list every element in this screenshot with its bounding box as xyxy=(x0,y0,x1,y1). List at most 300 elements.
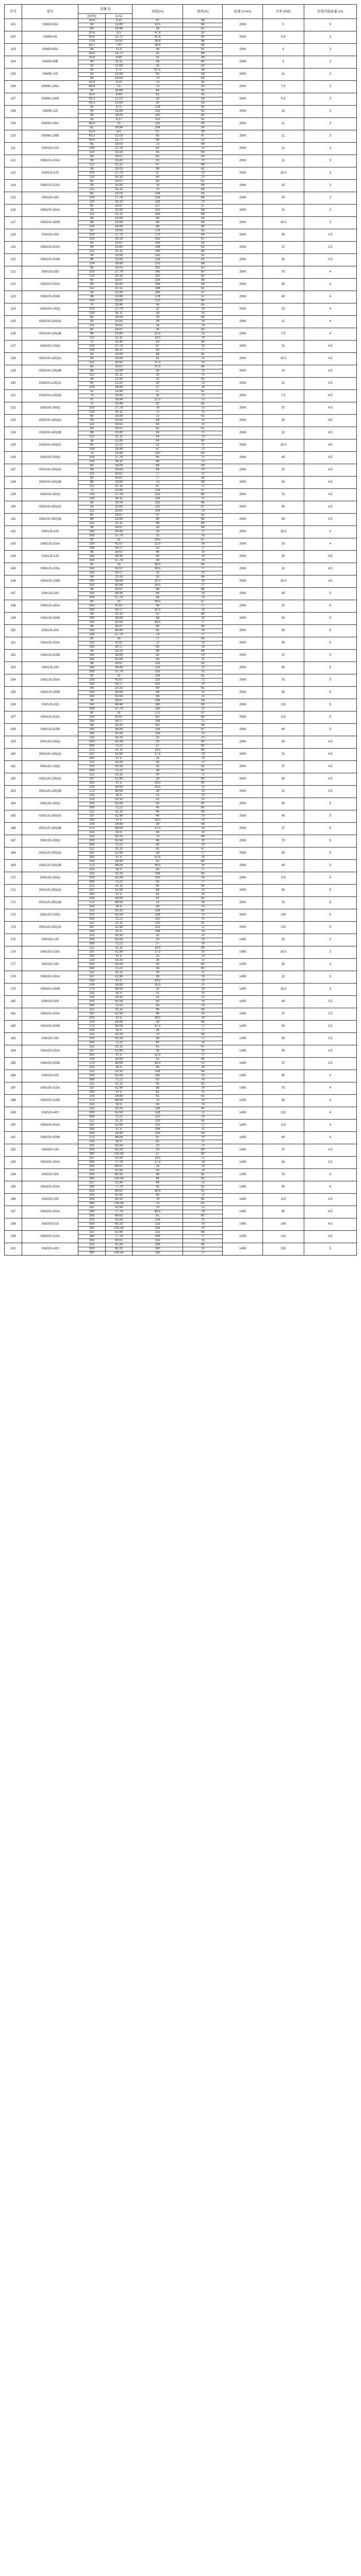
cell-seq: 108 xyxy=(5,106,22,118)
table-row xyxy=(5,19,357,23)
cell-flow-m3h: 30.6 xyxy=(78,31,105,36)
cell-power: 7.5 xyxy=(262,328,304,341)
table-row xyxy=(5,1132,357,1136)
cell-power: 37 xyxy=(262,761,304,773)
cell-flow-m3h: 93 xyxy=(78,357,105,361)
cell-flow-ls: 31.11 xyxy=(105,188,132,192)
cell-flow-m3h: 121 xyxy=(78,423,105,427)
cell-seq: 148 xyxy=(5,600,22,613)
cell-flow-m3h: 187 xyxy=(78,975,105,979)
cell-head: 47 xyxy=(133,345,183,349)
cell-flow-ls: 98.61 xyxy=(105,1165,132,1169)
cell-flow-ls: 27.78 xyxy=(105,270,132,275)
cell-flow-ls: 12.03 xyxy=(105,134,132,139)
cell-eff: 62 xyxy=(183,275,223,279)
cell-eff: 79 xyxy=(183,815,223,819)
cell-flow-ls: 33.33 xyxy=(105,798,132,802)
cell-flow-m3h: 60 xyxy=(78,477,105,481)
cell-npsh: 3 xyxy=(304,93,357,106)
cell-head: 196 xyxy=(133,699,183,703)
cell-flow-m3h: 173 xyxy=(78,988,105,992)
cell-eff: 80 xyxy=(183,963,223,967)
table-row xyxy=(5,514,357,518)
cell-head: 20 xyxy=(133,1148,183,1153)
cell-flow-m3h: 65 xyxy=(78,229,105,233)
table-row xyxy=(5,180,357,184)
cell-head: 33 xyxy=(133,571,183,575)
cell-flow-ls: 20.83 xyxy=(105,394,132,398)
cell-head: 46 xyxy=(133,1008,183,1012)
cell-flow-m3h: 80 xyxy=(78,444,105,448)
cell-model: ISW125-160 xyxy=(22,588,78,600)
cell-flow-m3h: 93 xyxy=(78,159,105,163)
cell-flow-m3h: 140 xyxy=(78,617,105,621)
cell-flow-ls: 8.44 xyxy=(105,93,132,97)
cell-power: 45 xyxy=(262,452,304,464)
cell-flow-ls: 31.11 xyxy=(105,435,132,439)
cell-head: 94 xyxy=(133,691,183,695)
cell-head: 52 xyxy=(133,798,183,802)
cell-model: ISW200-150A xyxy=(22,1157,78,1169)
cell-flow-ls: 33.33 xyxy=(105,909,132,913)
cell-eff: 80 xyxy=(183,802,223,806)
cell-model: ISW150-400B xyxy=(22,1132,78,1144)
cell-head: 36.5 xyxy=(133,567,183,571)
table-row xyxy=(5,353,357,357)
cell-power: 55 xyxy=(262,279,304,291)
cell-flow-m3h: 225 xyxy=(78,868,105,872)
cell-power: 11 xyxy=(262,130,304,143)
cell-flow-ls: 50.56 xyxy=(105,658,132,662)
cell-head: 80 xyxy=(133,176,183,180)
cell-flow-ls: 16.67 xyxy=(105,477,132,481)
cell-flow-ls: 31.11 xyxy=(105,1082,132,1087)
cell-speed: 1450 xyxy=(223,1107,262,1120)
cell-npsh: 3 xyxy=(304,106,357,118)
cell-head: 240 xyxy=(133,270,183,275)
cell-flow-m3h: 120 xyxy=(78,934,105,938)
cell-eff: 77 xyxy=(183,880,223,885)
cell-flow-ls: 77.78 xyxy=(105,1235,132,1239)
table-row xyxy=(5,1058,357,1062)
cell-eff: 49 xyxy=(183,44,223,48)
cell-model: ISW100-160(I)C xyxy=(22,439,78,452)
cell-power: 110 xyxy=(262,1194,304,1206)
cell-model: ISW150-125A xyxy=(22,946,78,959)
cell-flow-ls: 25.83 xyxy=(105,209,132,213)
cell-flow-m3h: 112 xyxy=(78,773,105,777)
cell-power: 75 xyxy=(262,1082,304,1095)
cell-flow-ls: 33.61 xyxy=(105,324,132,328)
cell-flow-m3h: 160 xyxy=(78,629,105,633)
cell-eff: 69 xyxy=(183,522,223,526)
cell-flow-ls: 9.72 xyxy=(105,69,132,73)
cell-flow-m3h: 243 xyxy=(78,1128,105,1132)
cell-flow-m3h: 280 xyxy=(78,1185,105,1190)
cell-flow-m3h: 104 xyxy=(78,897,105,901)
cell-model: ISW125-250B xyxy=(22,687,78,699)
cell-flow-ls: 25 xyxy=(105,711,132,716)
cell-model: ISW125-315(I)A xyxy=(22,922,78,934)
cell-flow-ls: 51.94 xyxy=(105,1087,132,1091)
cell-flow-m3h: 56.6 xyxy=(78,139,105,143)
cell-eff: 71 xyxy=(183,456,223,460)
cell-flow-ls: 48.06 xyxy=(105,790,132,794)
cell-model: ISW125-125 xyxy=(22,551,78,563)
cell-flow-m3h: 243 xyxy=(78,1016,105,1021)
cell-head: 89 xyxy=(133,139,183,143)
cell-head: 98 xyxy=(133,167,183,172)
cell-head: 50 xyxy=(133,802,183,806)
cell-head: 50 xyxy=(133,1000,183,1004)
table-row xyxy=(5,106,357,110)
cell-speed: 1450 xyxy=(223,1120,262,1132)
cell-flow-m3h: 130 xyxy=(78,411,105,415)
cell-head: 182 xyxy=(133,1251,183,1256)
cell-model: ISW80-100 xyxy=(22,69,78,81)
cell-power: 30 xyxy=(262,192,304,205)
cell-flow-m3h: 120 xyxy=(78,275,105,279)
cell-npsh: 3.5 xyxy=(304,1045,357,1058)
cell-power: 30 xyxy=(262,415,304,427)
cell-npsh: 4 xyxy=(304,1120,357,1132)
cell-flow-m3h: 104 xyxy=(78,1021,105,1025)
cell-flow-m3h: 93 xyxy=(78,209,105,213)
cell-flow-ls: 44.44 xyxy=(105,555,132,559)
cell-head: 24 xyxy=(133,328,183,332)
cell-flow-ls: 31.11 xyxy=(105,922,132,926)
cell-head: 42 xyxy=(133,555,183,559)
cell-flow-ls: 11.11 xyxy=(105,60,132,64)
cell-flow-m3h: 112 xyxy=(78,1120,105,1124)
cell-head: 81 xyxy=(133,1091,183,1095)
cell-power: 110 xyxy=(262,1120,304,1132)
cell-flow-ls: 28.89 xyxy=(105,1021,132,1025)
cell-flow-m3h: 243 xyxy=(78,1054,105,1058)
table-row xyxy=(5,477,357,481)
cell-flow-m3h: 104 xyxy=(78,262,105,266)
cell-flow-m3h: 300 xyxy=(78,1198,105,1202)
cell-npsh: 4.5 xyxy=(304,575,357,588)
cell-flow-ls: 77.78 xyxy=(105,1210,132,1214)
cell-eff: 65 xyxy=(183,303,223,308)
cell-eff: 72 xyxy=(183,761,223,765)
cell-seq: 120 xyxy=(5,254,22,266)
cell-flow-m3h: 86 xyxy=(78,481,105,485)
cell-head: 180 xyxy=(133,707,183,711)
cell-head: 69 xyxy=(133,1103,183,1107)
cell-eff: 72 xyxy=(183,959,223,963)
cell-eff: 69 xyxy=(183,1008,223,1012)
cell-flow-m3h: 104 xyxy=(78,786,105,790)
cell-flow-ls: 55.56 xyxy=(105,1243,132,1247)
header-npsh: 必需汽蚀余量 (m) xyxy=(304,5,357,19)
cell-head: 73 xyxy=(133,481,183,485)
cell-eff: 78 xyxy=(183,831,223,835)
cell-head: 80 xyxy=(133,73,183,77)
table-row xyxy=(5,996,357,1000)
cell-power: 30 xyxy=(262,254,304,266)
cell-flow-m3h: 380 xyxy=(78,1227,105,1231)
cell-speed: 2900 xyxy=(223,44,262,56)
cell-flow-m3h: 65 xyxy=(78,167,105,172)
cell-eff: 79 xyxy=(183,794,223,798)
cell-head: 125 xyxy=(133,110,183,114)
cell-npsh: 4.5 xyxy=(304,749,357,761)
cell-flow-ls: 31.11 xyxy=(105,1045,132,1049)
cell-flow-ls: 18.06 xyxy=(105,316,132,320)
cell-head: 154 xyxy=(133,242,183,246)
cell-head: 52 xyxy=(133,996,183,1000)
cell-eff: 79 xyxy=(183,753,223,757)
cell-npsh: 4 xyxy=(304,328,357,341)
cell-model: ISW100-250B xyxy=(22,291,78,303)
cell-flow-ls: 55.56 xyxy=(105,1000,132,1004)
cell-head: 64 xyxy=(133,592,183,596)
cell-speed: 2900 xyxy=(223,217,262,229)
cell-eff: 75 xyxy=(183,1074,223,1078)
cell-head: 128 xyxy=(133,913,183,918)
cell-npsh: 4.5 xyxy=(304,563,357,575)
cell-eff: 64 xyxy=(183,233,223,238)
cell-head: 135 xyxy=(133,732,183,736)
cell-flow-ls: 31.11 xyxy=(105,885,132,889)
cell-eff: 79 xyxy=(183,1161,223,1165)
cell-power: 37 xyxy=(262,600,304,613)
cell-model: ISW100-100(I)A xyxy=(22,316,78,328)
cell-flow-ls: 13.89 xyxy=(105,73,132,77)
cell-head: 125 xyxy=(133,493,183,497)
table-row xyxy=(5,823,357,827)
cell-flow-m3h: 355 xyxy=(78,1190,105,1194)
cell-model: ISW200-150 xyxy=(22,1144,78,1157)
header-eff: 效率(%) xyxy=(183,5,223,19)
cell-head: 49.5 xyxy=(133,864,183,868)
cell-flow-ls: 8.5 xyxy=(105,31,132,36)
cell-flow-ls: 51.94 xyxy=(105,1012,132,1016)
table-row xyxy=(5,501,357,505)
cell-flow-ls: 28.89 xyxy=(105,897,132,901)
cell-seq: 179 xyxy=(5,984,22,996)
cell-flow-m3h: 243 xyxy=(78,979,105,984)
cell-eff: 81 xyxy=(183,765,223,769)
table-row xyxy=(5,699,357,703)
cell-model: ISW100-125(I)D xyxy=(22,390,78,402)
cell-flow-m3h: 121 xyxy=(78,472,105,477)
cell-power: 7.5 xyxy=(262,81,304,93)
cell-power: 55 xyxy=(262,1033,304,1045)
cell-flow-m3h: 187 xyxy=(78,777,105,782)
cell-eff: 72 xyxy=(183,419,223,423)
cell-eff: 57 xyxy=(183,205,223,209)
cell-model: ISW100-160B xyxy=(22,217,78,229)
cell-flow-ls: 18.05 xyxy=(105,167,132,172)
cell-npsh: 5 xyxy=(304,588,357,600)
cell-head: 59.5 xyxy=(133,600,183,604)
cell-flow-ls: 33.61 xyxy=(105,361,132,365)
cell-eff: 66 xyxy=(183,52,223,56)
cell-flow-ls: 13.89 xyxy=(105,110,132,114)
cell-npsh: 4.5 xyxy=(304,427,357,439)
cell-head: 30 xyxy=(133,971,183,975)
cell-eff: 67 xyxy=(183,728,223,732)
cell-model: ISW125-250 xyxy=(22,662,78,674)
cell-flow-ls: 50.56 xyxy=(105,621,132,625)
table-row xyxy=(5,192,357,196)
cell-power: 45 xyxy=(262,291,304,303)
table-row xyxy=(5,1157,357,1161)
cell-eff: 57 xyxy=(183,711,223,716)
cell-head: 118 xyxy=(133,497,183,501)
cell-seq: 114 xyxy=(5,180,22,192)
cell-seq: 151 xyxy=(5,637,22,650)
cell-model: ISW100-250A xyxy=(22,279,78,291)
cell-flow-ls: 67.5 xyxy=(105,1128,132,1132)
cell-head: 208 xyxy=(133,283,183,287)
cell-seq: 137 xyxy=(5,464,22,477)
cell-power: 18.5 xyxy=(262,167,304,180)
cell-eff: 64 xyxy=(183,221,223,225)
cell-head: 61 xyxy=(133,848,183,852)
cell-flow-m3h: 100 xyxy=(78,456,105,460)
cell-flow-ls: 33.33 xyxy=(105,1033,132,1037)
cell-flow-m3h: 56 xyxy=(78,217,105,221)
cell-flow-ls: 25 xyxy=(105,600,132,604)
cell-power: 30 xyxy=(262,1021,304,1033)
cell-flow-m3h: 104 xyxy=(78,1058,105,1062)
cell-head: 66 xyxy=(133,839,183,843)
cell-eff: 74 xyxy=(183,654,223,658)
cell-npsh: 3.5 xyxy=(304,1157,357,1169)
cell-eff: 79 xyxy=(183,1210,223,1214)
cell-flow-m3h: 56 xyxy=(78,439,105,444)
cell-npsh: 4.5 xyxy=(304,1194,357,1206)
cell-eff: 78 xyxy=(183,992,223,996)
cell-head: 47.8 xyxy=(133,31,183,36)
cell-seq: 196 xyxy=(5,1194,22,1206)
table-row xyxy=(5,860,357,864)
cell-head: 108 xyxy=(133,872,183,876)
cell-flow-ls: 26.67 xyxy=(105,526,132,530)
cell-flow-m3h: 104 xyxy=(78,823,105,827)
cell-flow-m3h: 380 xyxy=(78,1202,105,1206)
table-row xyxy=(5,563,357,567)
cell-model: ISW125-160A xyxy=(22,600,78,613)
cell-head: 113 xyxy=(133,501,183,505)
cell-model: ISW125-250(I) xyxy=(22,872,78,885)
cell-head: 125 xyxy=(133,666,183,670)
cell-flow-m3h: 90 xyxy=(78,538,105,543)
cell-speed: 2900 xyxy=(223,551,262,563)
table-row xyxy=(5,798,357,802)
cell-head: 44 xyxy=(133,815,183,819)
table-row xyxy=(5,736,357,740)
cell-eff: 70 xyxy=(183,176,223,180)
cell-seq: 138 xyxy=(5,477,22,489)
cell-flow-m3h: 243 xyxy=(78,893,105,897)
cell-head: 230 xyxy=(133,275,183,279)
cell-model: ISW125-100A xyxy=(22,538,78,551)
cell-eff: 71 xyxy=(183,1124,223,1128)
cell-eff: 70 xyxy=(183,934,223,938)
cell-head: 50 xyxy=(133,101,183,106)
cell-flow-ls: 33.33 xyxy=(105,176,132,180)
cell-eff: 54 xyxy=(183,126,223,130)
cell-eff: 78 xyxy=(183,312,223,316)
cell-eff: 78 xyxy=(183,1223,223,1227)
cell-flow-ls: 50.56 xyxy=(105,584,132,588)
cell-speed: 2900 xyxy=(223,526,262,538)
cell-seq: 167 xyxy=(5,835,22,848)
cell-flow-ls: 25 xyxy=(105,674,132,679)
cell-model: ISW100-200(I) xyxy=(22,452,78,464)
table-row xyxy=(5,674,357,679)
table-row xyxy=(5,143,357,147)
cell-eff: 56 xyxy=(183,501,223,505)
cell-eff: 77 xyxy=(183,1251,223,1256)
cell-flow-ls: 25 xyxy=(105,538,132,543)
cell-head: 56 xyxy=(133,658,183,662)
cell-flow-ls: 31.11 xyxy=(105,773,132,777)
cell-seq: 129 xyxy=(5,365,22,378)
cell-head: 66 xyxy=(133,1037,183,1041)
cell-model: ISW150-315B xyxy=(22,1095,78,1107)
cell-eff: 60 xyxy=(183,89,223,93)
cell-eff: 39 xyxy=(183,130,223,134)
cell-flow-m3h: 160 xyxy=(78,592,105,596)
cell-flow-ls: 15.56 xyxy=(105,217,132,221)
cell-flow-m3h: 280 xyxy=(78,1161,105,1165)
cell-speed: 2900 xyxy=(223,180,262,192)
cell-eff: 58 xyxy=(183,1132,223,1136)
cell-model: ISW100-250(I)B xyxy=(22,514,78,526)
table-row xyxy=(5,291,357,295)
cell-npsh: 5 xyxy=(304,922,357,934)
cell-eff: 74 xyxy=(183,901,223,905)
cell-eff: 68 xyxy=(183,196,223,200)
cell-flow-ls: 15.72 xyxy=(105,52,132,56)
cell-head: 117 xyxy=(133,205,183,209)
cell-npsh: 5 xyxy=(304,885,357,897)
cell-eff: 78 xyxy=(183,988,223,992)
cell-eff: 66 xyxy=(183,625,223,629)
cell-seq: 160 xyxy=(5,749,22,761)
cell-speed: 2900 xyxy=(223,749,262,761)
table-row xyxy=(5,44,357,48)
cell-head: 25 xyxy=(133,394,183,398)
cell-eff: 76 xyxy=(183,1078,223,1082)
table-row xyxy=(5,1045,357,1049)
cell-eff: 80 xyxy=(183,1153,223,1157)
cell-head: 76 xyxy=(133,1198,183,1202)
cell-model: ISW100-250(I)A xyxy=(22,501,78,514)
cell-flow-ls: 72.22 xyxy=(105,942,132,946)
cell-power: 18.5 xyxy=(262,946,304,959)
cell-eff: 53 xyxy=(183,242,223,246)
cell-flow-m3h: 120 xyxy=(78,761,105,765)
cell-flow-ls: 15.72 xyxy=(105,36,132,40)
cell-head: 51 xyxy=(133,613,183,617)
cell-head: 88 xyxy=(133,1087,183,1091)
cell-flow-ls: 62.5 xyxy=(105,868,132,872)
cell-head: 58 xyxy=(133,852,183,856)
cell-flow-m3h: 187 xyxy=(78,753,105,757)
cell-model: ISW150-400A xyxy=(22,1120,78,1132)
cell-eff: 75 xyxy=(183,641,223,646)
cell-power: 22 xyxy=(262,563,304,575)
cell-speed: 2900 xyxy=(223,316,262,328)
cell-head: 128 xyxy=(133,1218,183,1223)
